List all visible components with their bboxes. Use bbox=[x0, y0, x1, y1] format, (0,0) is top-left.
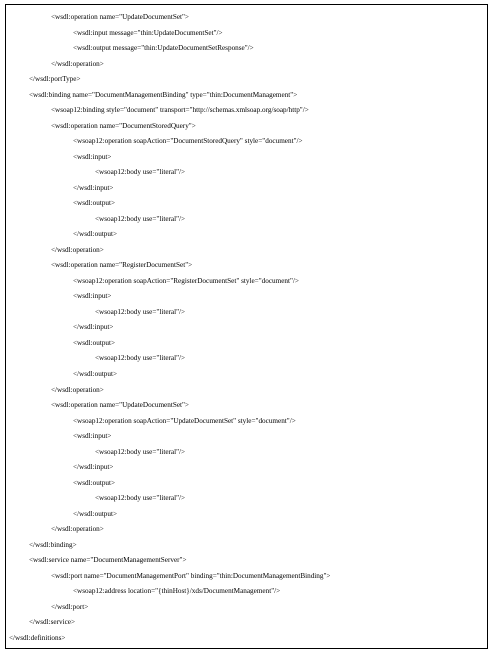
code-line: <wsdl:operation name="RegisterDocumentSet"> bbox=[51, 261, 193, 270]
code-line: </wsdl:portType> bbox=[29, 75, 81, 84]
code-line: <wsdl:output> bbox=[73, 338, 116, 347]
code-line: <wsdl:input> bbox=[73, 292, 112, 301]
code-line: <wsdl:operation name="DocumentStoredQuery"> bbox=[51, 121, 196, 130]
code-line: <wsoap12:operation soapAction="UpdateDocumentSet" style="document"/> bbox=[73, 416, 296, 425]
code-line: <wsdl:output message="thin:UpdateDocumentSetResponse"/> bbox=[73, 44, 254, 52]
code-line: <wsoap12:body use="literal"/> bbox=[95, 354, 186, 363]
code-line: <wsdl:input message="thin:UpdateDocumentSet"/> bbox=[73, 28, 223, 37]
code-line: <wsdl:port name="DocumentManagementPort" binding="thin:DocumentManagementBinding"> bbox=[51, 571, 331, 580]
code-line: <wsdl:input> bbox=[73, 432, 112, 440]
code-line: <wsdl:operation name="UpdateDocumentSet"> bbox=[51, 401, 189, 409]
code-line: </wsdl:port> bbox=[51, 602, 89, 611]
code-line: <wsdl:output> bbox=[73, 478, 116, 487]
code-line: </wsdl:service> bbox=[29, 618, 76, 627]
code-line: <wsoap12:body use="literal"/> bbox=[95, 307, 186, 316]
code-line: </wsdl:binding> bbox=[29, 540, 77, 549]
code-line: <wsoap12:binding style="document" transport="http://schemas.xmlsoap.org/soap/http"/> bbox=[51, 106, 309, 115]
code-line: <wsdl:service name="DocumentManagementServer"> bbox=[29, 556, 187, 565]
code-line: <wsdl:operation name="UpdateDocumentSet"> bbox=[51, 13, 189, 21]
code-line: </wsdl:output> bbox=[73, 509, 118, 518]
code-line: <wsoap12:body use="literal"/> bbox=[95, 494, 186, 503]
code-line: <wsoap12:operation soapAction="RegisterDocumentSet" style="document"/> bbox=[73, 276, 299, 285]
code-line: </wsdl:input> bbox=[73, 463, 114, 472]
code-line: <wsoap12:address location="{thinHost}/xds/DocumentManagement"/> bbox=[73, 587, 281, 596]
code-line: <wsdl:binding name="DocumentManagementBinding" type="thin:DocumentManagement"> bbox=[29, 90, 298, 99]
code-listing-frame bbox=[5, 4, 488, 649]
code-line: <wsoap12:body use="literal"/> bbox=[95, 214, 186, 223]
code-line: </wsdl:definitions> bbox=[9, 633, 66, 642]
code-line: </wsdl:operation> bbox=[51, 245, 104, 254]
code-line: <wsoap12:body use="literal"/> bbox=[95, 447, 186, 456]
code-line: </wsdl:operation> bbox=[51, 59, 104, 68]
code-line: </wsdl:output> bbox=[73, 370, 118, 378]
code-line: <wsoap12:body use="literal"/> bbox=[95, 168, 186, 177]
code-line: <wsdl:output> bbox=[73, 199, 116, 208]
code-line: </wsdl:operation> bbox=[51, 525, 104, 534]
code-line: </wsdl:input> bbox=[73, 323, 114, 332]
code-line: <wsdl:input> bbox=[73, 152, 112, 161]
code-line: <wsoap12:operation soapAction="DocumentStoredQuery" style="document"/> bbox=[73, 137, 303, 146]
code-line: </wsdl:input> bbox=[73, 183, 114, 192]
code-line: </wsdl:output> bbox=[73, 230, 118, 239]
code-line: </wsdl:operation> bbox=[51, 385, 104, 394]
